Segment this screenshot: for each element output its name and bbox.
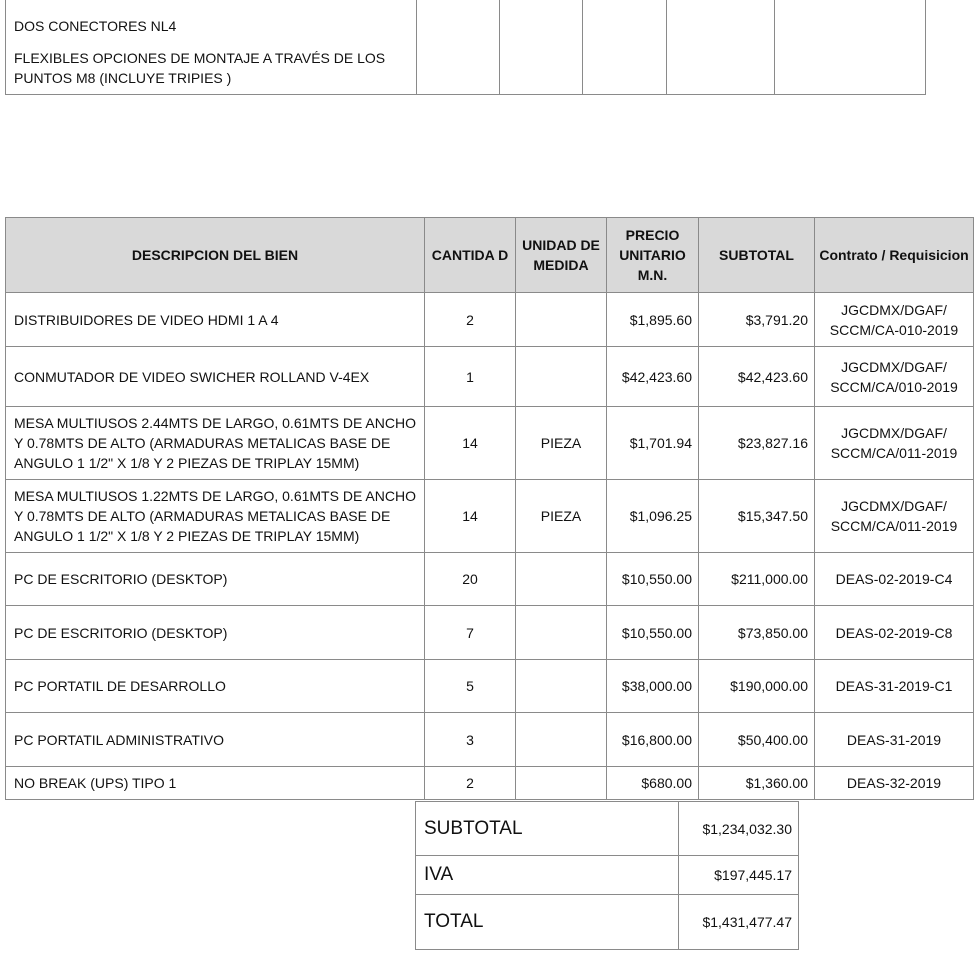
cell-descripcion: PC PORTATIL ADMINISTRATIVO [6, 713, 425, 767]
cell-subtotal: $1,360.00 [699, 767, 815, 800]
cell-cantidad: 20 [425, 553, 516, 606]
header-cantidad: CANTIDA D [425, 218, 516, 293]
cell-subtotal: $211,000.00 [699, 553, 815, 606]
cell-contrato: JGCDMX/DGAF/ SCCM/CA/010-2019 [815, 347, 974, 407]
cell-descripcion: MESA MULTIUSOS 1.22MTS DE LARGO, 0.61MTS DE ANCHO Y 0.78MTS DE ALTO (ARMADURAS METALICAS BASE DE ANGULO 1 1/2" X 1/8 Y 2 PIEZAS DE TRIPLAY 15MM) [6, 480, 425, 553]
cell-unidad: PIEZA [516, 480, 607, 553]
cell-cantidad: 2 [425, 293, 516, 347]
header-unidad: UNIDAD DE MEDIDA [516, 218, 607, 293]
cell-descripcion: NO BREAK (UPS) TIPO 1 [6, 767, 425, 800]
cell-contrato: DEAS-02-2019-C4 [815, 553, 974, 606]
fragment-empty-cell [500, 0, 583, 95]
cell-cantidad: 14 [425, 407, 516, 480]
totals-row-total [416, 895, 799, 950]
cell-cantidad: 2 [425, 767, 516, 800]
cell-contrato: JGCDMX/DGAF/ SCCM/CA/011-2019 [815, 407, 974, 480]
cell-contrato: DEAS-02-2019-C8 [815, 606, 974, 660]
cell-precio: $1,895.60 [607, 293, 699, 347]
cell-subtotal: $73,850.00 [699, 606, 815, 660]
continued-table-fragment [5, 0, 926, 95]
iva-label: IVA [416, 856, 679, 895]
total-label: TOTAL [416, 895, 679, 950]
cell-unidad [516, 767, 607, 800]
table-row [6, 407, 974, 480]
cell-descripcion: DISTRIBUIDORES DE VIDEO HDMI 1 A 4 [6, 293, 425, 347]
fragment-empty-cell [417, 0, 500, 95]
table-row [6, 660, 974, 713]
cell-precio: $38,000.00 [607, 660, 699, 713]
cell-precio: $1,701.94 [607, 407, 699, 480]
header-precio: PRECIO UNITARIO M.N. [607, 218, 699, 293]
fragment-description-cell [6, 0, 417, 95]
cell-descripcion: MESA MULTIUSOS 2.44MTS DE LARGO, 0.61MTS DE ANCHO Y 0.78MTS DE ALTO (ARMADURAS METALICAS BASE DE ANGULO 1 1/2" X 1/8 Y 2 PIEZAS DE TRIPLAY 15MM) [6, 407, 425, 480]
totals-row-subtotal [416, 802, 799, 856]
totals-row-iva [416, 856, 799, 895]
cell-subtotal: $190,000.00 [699, 660, 815, 713]
cell-contrato: DEAS-32-2019 [815, 767, 974, 800]
cell-precio: $16,800.00 [607, 713, 699, 767]
cell-cantidad: 1 [425, 347, 516, 407]
totals-table [415, 801, 799, 950]
cell-subtotal: $23,827.16 [699, 407, 815, 480]
total-value: $1,431,477.47 [679, 895, 799, 950]
cell-precio: $10,550.00 [607, 606, 699, 660]
cell-cantidad: 7 [425, 606, 516, 660]
cell-unidad: PIEZA [516, 407, 607, 480]
table-row [6, 606, 974, 660]
header-subtotal: SUBTOTAL [699, 218, 815, 293]
fragment-empty-cell [775, 0, 926, 95]
cell-subtotal: $50,400.00 [699, 713, 815, 767]
table-row [6, 553, 974, 606]
table-row [6, 767, 974, 800]
header-contrato: Contrato / Requisicion [815, 218, 974, 293]
subtotal-value: $1,234,032.30 [679, 802, 799, 856]
table-row [6, 293, 974, 347]
fragment-empty-cell [583, 0, 667, 95]
cell-descripcion: PC PORTATIL DE DESARROLLO [6, 660, 425, 713]
cell-subtotal: $42,423.60 [699, 347, 815, 407]
cell-unidad [516, 553, 607, 606]
cell-unidad [516, 606, 607, 660]
fragment-line: FLEXIBLES OPCIONES DE MONTAJE A TRAVÉS DE LOS PUNTOS M8 (INCLUYE TRIPIES ) [14, 50, 386, 86]
cell-precio: $680.00 [607, 767, 699, 800]
iva-value: $197,445.17 [679, 856, 799, 895]
cell-contrato: JGCDMX/DGAF/ SCCM/CA-010-2019 [815, 293, 974, 347]
cell-contrato: DEAS-31-2019-C1 [815, 660, 974, 713]
subtotal-label: SUBTOTAL [416, 802, 679, 856]
cell-descripcion: CONMUTADOR DE VIDEO SWICHER ROLLAND V-4EX [6, 347, 425, 407]
cell-subtotal: $3,791.20 [699, 293, 815, 347]
fragment-line: DOS CONECTORES NL4 [14, 18, 177, 34]
goods-table [5, 217, 974, 800]
cell-descripcion: PC DE ESCRITORIO (DESKTOP) [6, 606, 425, 660]
cell-cantidad: 14 [425, 480, 516, 553]
cell-descripcion: PC DE ESCRITORIO (DESKTOP) [6, 553, 425, 606]
table-row [6, 480, 974, 553]
cell-contrato: JGCDMX/DGAF/ SCCM/CA/011-2019 [815, 480, 974, 553]
cell-precio: $1,096.25 [607, 480, 699, 553]
cell-precio: $10,550.00 [607, 553, 699, 606]
fragment-empty-cell [667, 0, 775, 95]
cell-unidad [516, 713, 607, 767]
cell-precio: $42,423.60 [607, 347, 699, 407]
cell-cantidad: 3 [425, 713, 516, 767]
goods-header-row [6, 218, 974, 293]
cell-unidad [516, 293, 607, 347]
table-row [6, 713, 974, 767]
header-descripcion: DESCRIPCION DEL BIEN [6, 218, 425, 293]
cell-unidad [516, 347, 607, 407]
cell-cantidad: 5 [425, 660, 516, 713]
table-row [6, 347, 974, 407]
cell-contrato: DEAS-31-2019 [815, 713, 974, 767]
cell-subtotal: $15,347.50 [699, 480, 815, 553]
cell-unidad [516, 660, 607, 713]
